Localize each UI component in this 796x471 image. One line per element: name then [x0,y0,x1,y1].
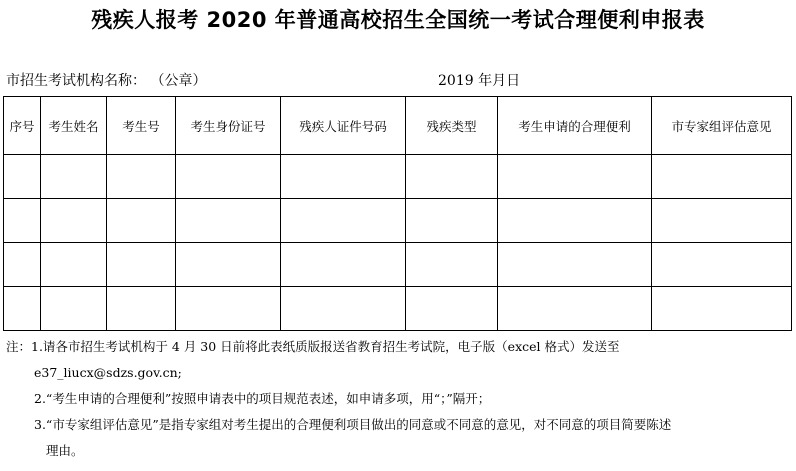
table-cell[interactable] [652,155,792,199]
table-cell[interactable] [107,243,176,287]
table-row [4,199,792,243]
table-cell[interactable] [41,243,107,287]
application-table [3,96,792,331]
col-header-exam-number: 考生号 [107,97,176,155]
table-cell[interactable] [652,243,792,287]
table-cell[interactable] [498,155,652,199]
col-header-name: 考生姓名 [41,97,107,155]
table-cell[interactable] [41,287,107,331]
note-3: 3.“市专家组评估意见”是指专家组对考生提出的合理便利项目做出的同意或不同意的意见，对不同意的项目简要陈述 [34,417,672,432]
table-cell[interactable] [4,155,41,199]
table-cell[interactable] [406,199,498,243]
table-cell[interactable] [498,199,652,243]
table-cell[interactable] [652,199,792,243]
table-cell[interactable] [107,287,176,331]
table-row [4,287,792,331]
table-cell[interactable] [41,155,107,199]
table-row [4,155,792,199]
date-label: 2019 年月日 [438,73,521,89]
note-1-email: e37_liucx@sdzs.gov.cn; [34,365,182,380]
table-cell[interactable] [498,243,652,287]
note-3-continued: 理由。 [46,443,84,458]
note-1: 注：1.请各市招生考试机构于 4 月 30 日前将此表纸质版报送省教育招生考试院，电子版（excel 格式）发送至 [6,339,620,354]
header-row [4,97,792,155]
notes-section [6,334,792,464]
table-cell[interactable] [107,199,176,243]
table-cell[interactable] [406,155,498,199]
table-cell[interactable] [4,243,41,287]
table-cell[interactable] [107,155,176,199]
col-header-index: 序号 [4,97,41,155]
table-row [4,243,792,287]
col-header-expert-opinion: 市专家组评估意见 [652,97,792,155]
table-cell[interactable] [176,155,281,199]
table-cell[interactable] [41,199,107,243]
institution-label: 市招生考试机构名称： （公章） [6,73,207,89]
table-cell[interactable] [281,243,406,287]
table-cell[interactable] [406,287,498,331]
table-cell[interactable] [4,287,41,331]
col-header-disability-cert: 残疾人证件号码 [281,97,406,155]
note-2: 2.“考生申请的合理便利”按照申请表中的项目规范表述，如申请多项，用“；”隔开； [34,391,491,406]
col-header-disability-type: 残疾类型 [406,97,498,155]
table-cell[interactable] [281,155,406,199]
table-cell[interactable] [652,287,792,331]
table-cell[interactable] [4,199,41,243]
table-cell[interactable] [498,287,652,331]
col-header-accommodation: 考生申请的合理便利 [498,97,652,155]
table-cell[interactable] [176,243,281,287]
form-title: 残疾人报考 2020 年普通高校招生全国统一考试合理便利申报表 [91,8,705,32]
table-cell[interactable] [281,287,406,331]
col-header-id-number: 考生身份证号 [176,97,281,155]
table-cell[interactable] [281,199,406,243]
table-cell[interactable] [406,243,498,287]
table-cell[interactable] [176,199,281,243]
table-cell[interactable] [176,287,281,331]
